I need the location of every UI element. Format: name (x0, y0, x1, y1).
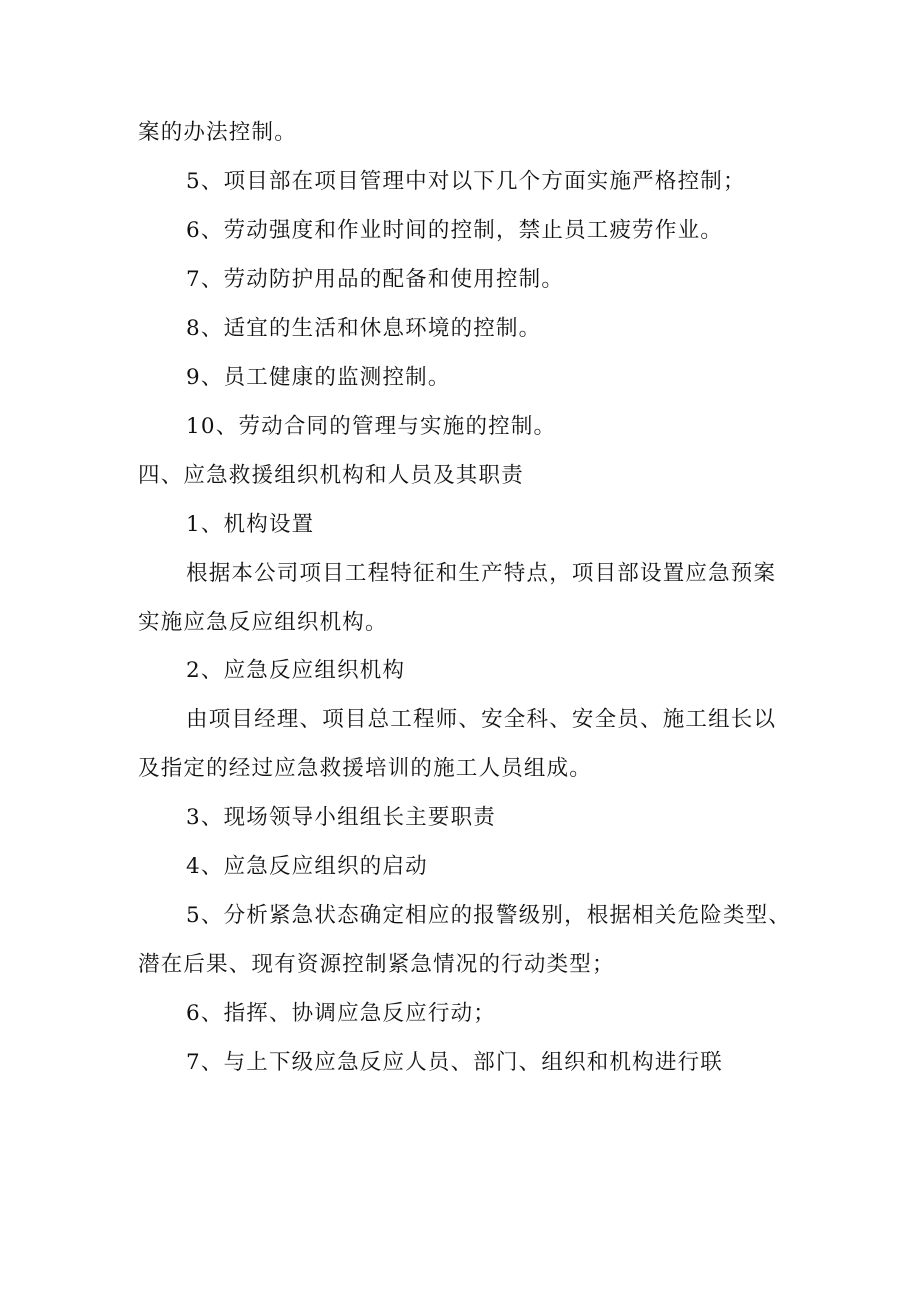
subsection-heading: 4、应急反应组织的启动 (186, 854, 428, 879)
list-item: 5、分析紧急状态确定相应的报警级别，根据相关危险类型、 (186, 903, 792, 928)
paragraph-line: 根据本公司项目工程特征和生产特点，项目部设置应急预案 (186, 561, 777, 586)
list-item: 5、项目部在项目管理中对以下几个方面实施严格控制； (186, 169, 746, 194)
paragraph-line: 潜在后果、现有资源控制紧急情况的行动类型； (138, 952, 615, 977)
paragraph-line: 实施应急反应组织机构。 (138, 610, 388, 635)
paragraph-line: 及指定的经过应急救援培训的施工人员组成。 (138, 756, 593, 781)
list-item: 7、劳动防护用品的配备和使用控制。 (186, 267, 565, 292)
subsection-heading: 3、现场领导小组组长主要职责 (186, 805, 496, 830)
paragraph-line: 由项目经理、项目总工程师、安全科、安全员、施工组长以 (186, 707, 777, 732)
list-item: 7、与上下级应急反应人员、部门、组织和机构进行联 (186, 1050, 723, 1075)
subsection-heading: 2、应急反应组织机构 (186, 658, 406, 683)
list-item: 9、员工健康的监测控制。 (186, 365, 451, 390)
list-item: 10、劳动合同的管理与实施的控制。 (186, 414, 557, 439)
subsection-heading: 1、机构设置 (186, 512, 315, 537)
list-item: 8、适宜的生活和休息环境的控制。 (186, 316, 542, 341)
text-line: 案的办法控制。 (138, 120, 297, 145)
section-heading: 四、应急救援组织机构和人员及其职责 (138, 463, 524, 488)
list-item: 6、劳动强度和作业时间的控制，禁止员工疲劳作业。 (186, 218, 723, 243)
list-item: 6、指挥、协调应急反应行动； (186, 1001, 496, 1026)
